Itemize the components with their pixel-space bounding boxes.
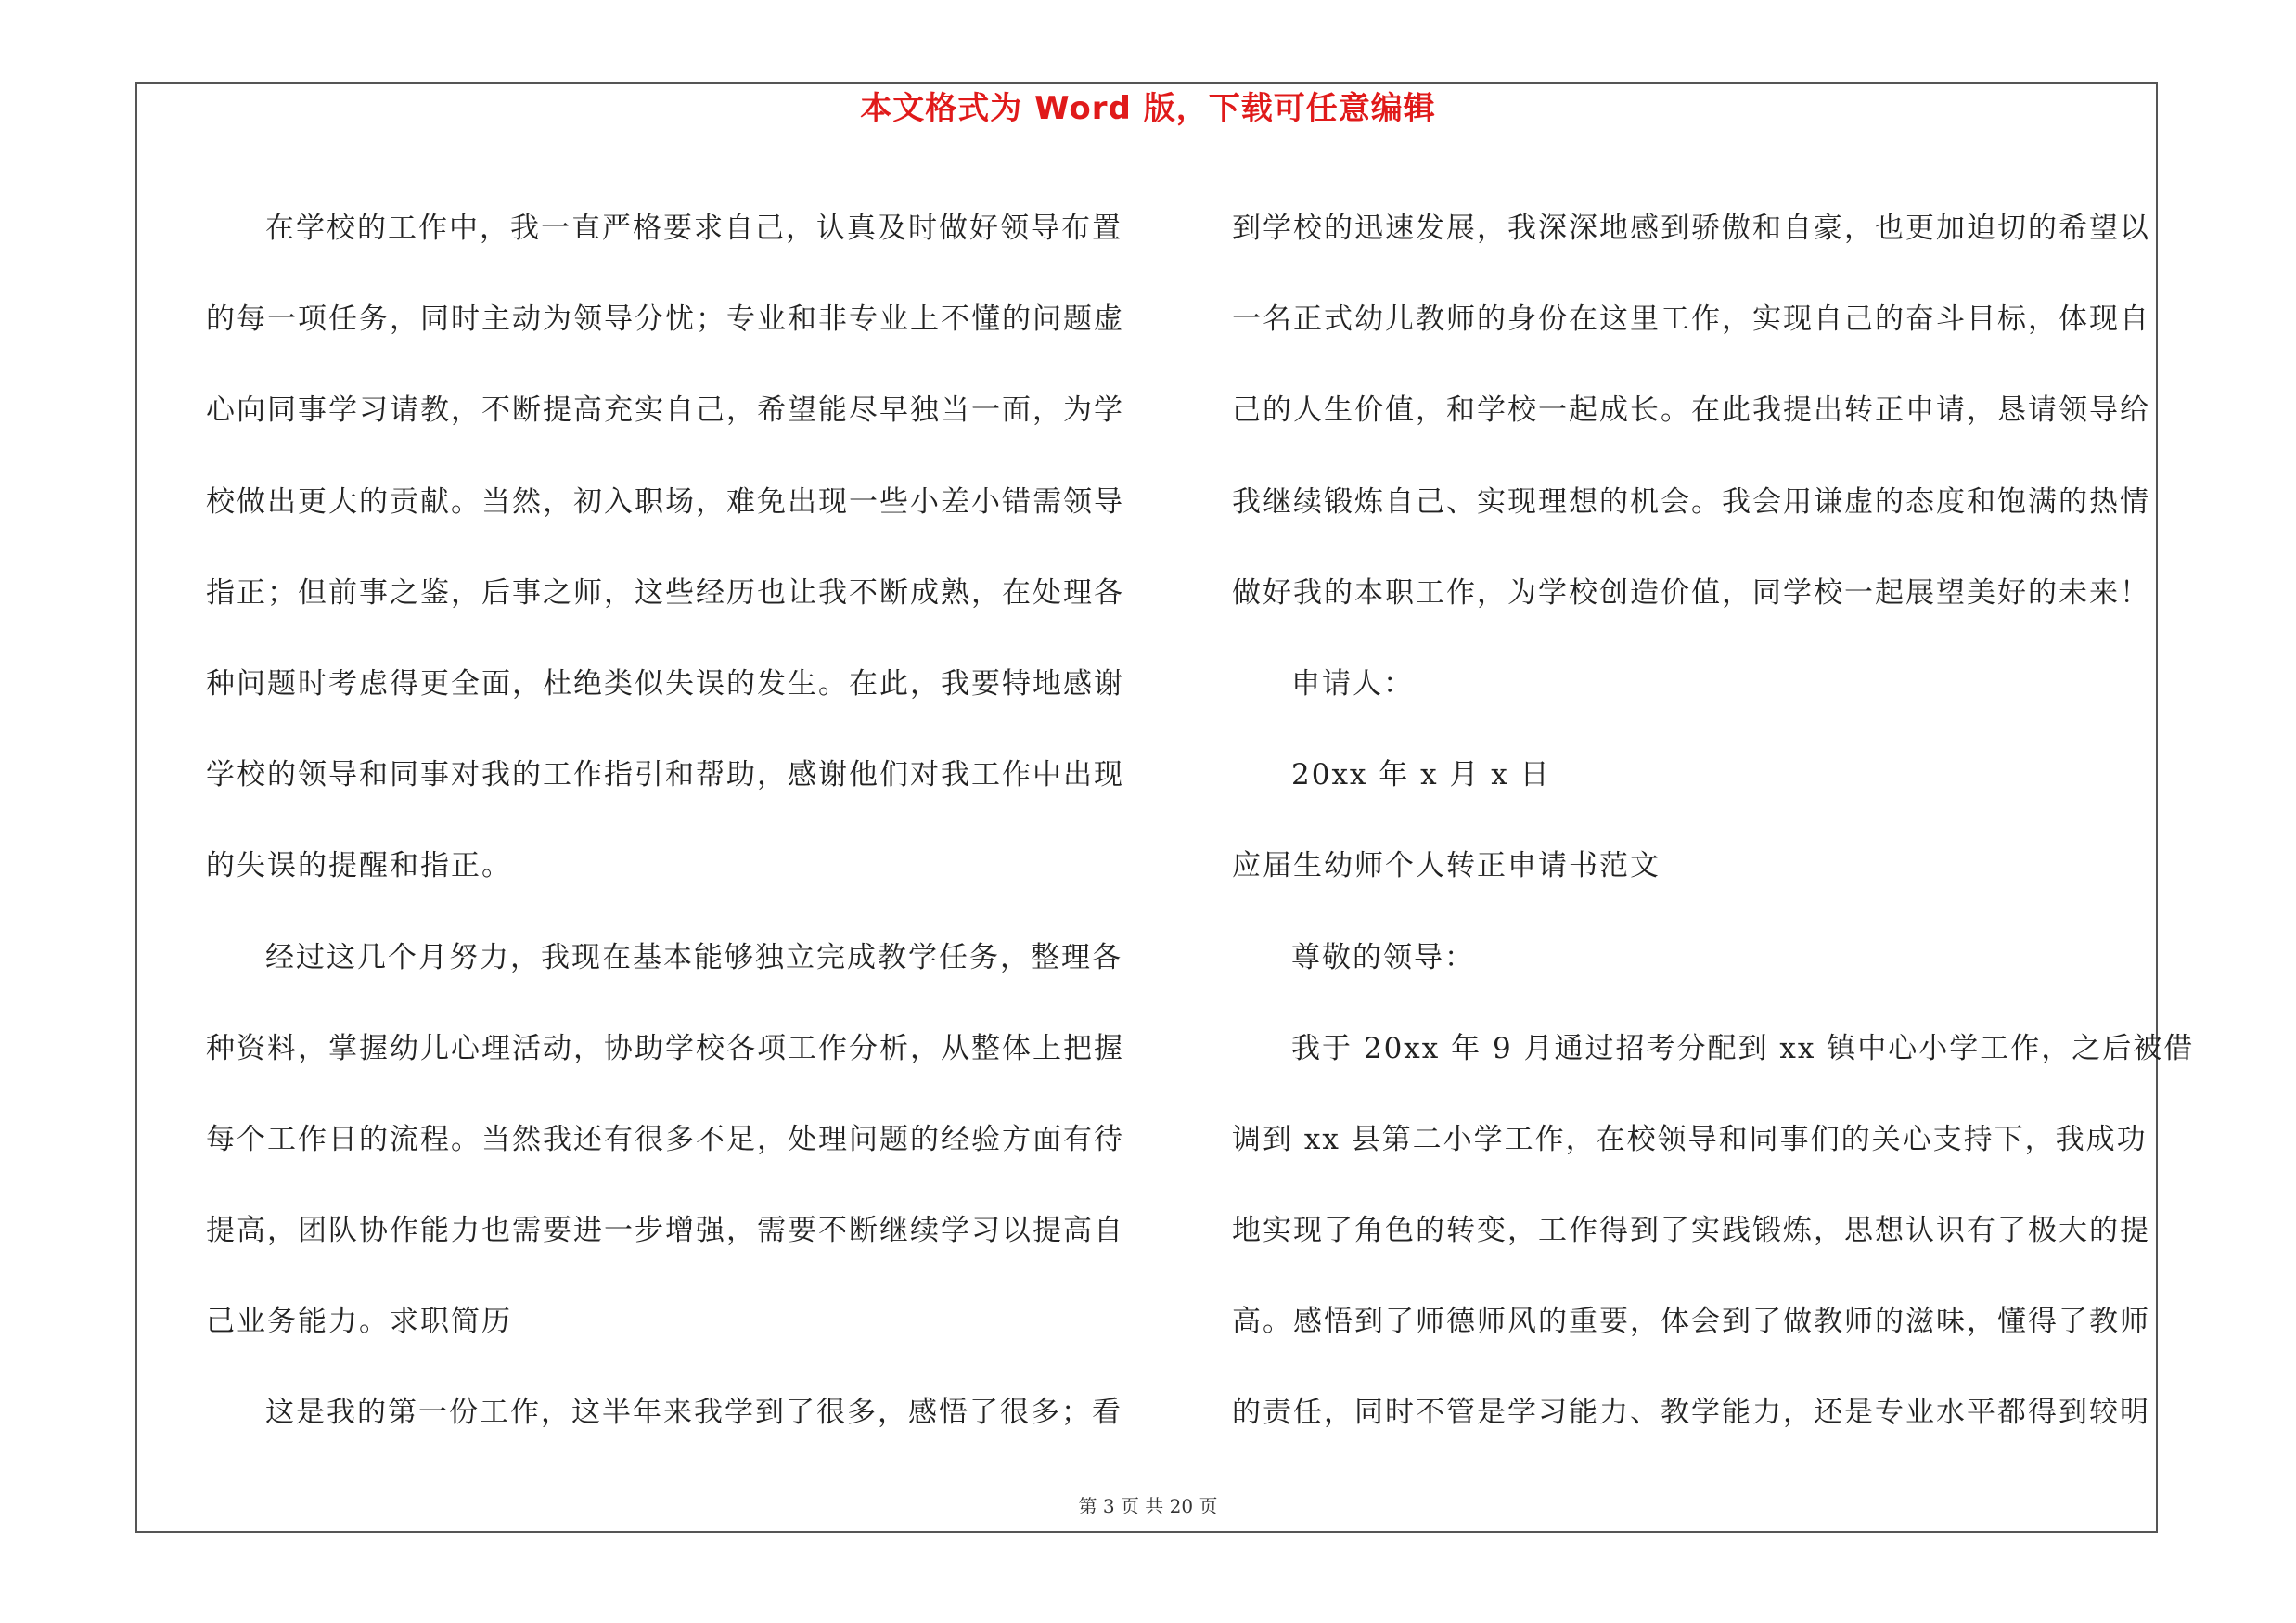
text-line: 校做出更大的贡献。当然，初入职场，难免出现一些小差小错需领导	[206, 484, 1124, 519]
text-line: 指正；但前事之鉴，后事之师，这些经历也让我不断成熟，在处理各	[206, 575, 1124, 610]
text-line: 一名正式幼儿教师的身份在这里工作，实现自己的奋斗目标，体现自	[1232, 303, 2150, 337]
text-line: 调到 xx 县第二小学工作，在校领导和同事们的关心支持下，我成功	[1232, 1122, 2148, 1156]
right-column	[1232, 183, 2195, 1459]
text-line: 每个工作日的流程。当然我还有很多不足，处理问题的经验方面有待	[206, 1122, 1124, 1156]
left-column	[206, 183, 1124, 1459]
text-line: 学校的领导和同事对我的工作指引和帮助，感谢他们对我工作中出现	[206, 758, 1124, 792]
date-line: 20xx 年 x 月 x 日	[1291, 758, 1551, 792]
text-line: 的失误的提醒和指正。	[206, 849, 512, 883]
text-line: 我于 20xx 年 9 月通过招考分配到 xx 镇中心小学工作，之后被借	[1291, 1031, 2195, 1065]
page-number: 第 3 页 共 20 页	[1078, 1495, 1218, 1517]
text-line: 己的人生价值，和学校一起成长。在此我提出转正申请，恳请领导给	[1232, 393, 2150, 428]
text-line: 种问题时考虑得更全面，杜绝类似失误的发生。在此，我要特地感谢	[206, 666, 1124, 701]
text-line: 的责任，同时不管是学习能力、教学能力，还是专业水平都得到较明	[1232, 1396, 2150, 1430]
applicant-label: 申请人：	[1291, 666, 1414, 701]
text-line: 这是我的第一份工作，这半年来我学到了很多，感悟了很多；看	[265, 1396, 1122, 1430]
text-line: 地实现了角色的转变，工作得到了实践锻炼，思想认识有了极大的提	[1232, 1214, 2150, 1248]
text-line: 做好我的本职工作，为学校创造价值，同学校一起展望美好的未来！	[1232, 575, 2150, 610]
salutation: 尊敬的领导：	[1291, 940, 1475, 974]
format-banner: 本文格式为 Word 版，下载可任意编辑	[860, 90, 1436, 127]
text-line: 经过这几个月努力，我现在基本能够独立完成教学任务，整理各	[265, 940, 1122, 974]
text-line: 己业务能力。求职简历	[206, 1305, 512, 1339]
text-line: 在学校的工作中，我一直严格要求自己，认真及时做好领导布置	[265, 212, 1122, 245]
text-line: 到学校的迅速发展，我深深地感到骄傲和自豪，也更加迫切的希望以	[1232, 212, 2150, 245]
section-title: 应届生幼师个人转正申请书范文	[1232, 849, 1661, 883]
text-line: 心向同事学习请教，不断提高充实自己，希望能尽早独当一面，为学	[206, 393, 1124, 428]
text-line: 的每一项任务，同时主动为领导分忧；专业和非专业上不懂的问题虚	[206, 303, 1124, 337]
text-line: 高。感悟到了师德师风的重要，体会到了做教师的滋味，懂得了教师	[1232, 1305, 2150, 1339]
text-line: 提高，团队协作能力也需要进一步增强，需要不断继续学习以提高自	[206, 1214, 1124, 1248]
text-line: 我继续锻炼自己、实现理想的机会。我会用谦虚的态度和饱满的热情	[1232, 484, 2150, 519]
text-line: 种资料，掌握幼儿心理活动，协助学校各项工作分析，从整体上把握	[206, 1031, 1124, 1065]
